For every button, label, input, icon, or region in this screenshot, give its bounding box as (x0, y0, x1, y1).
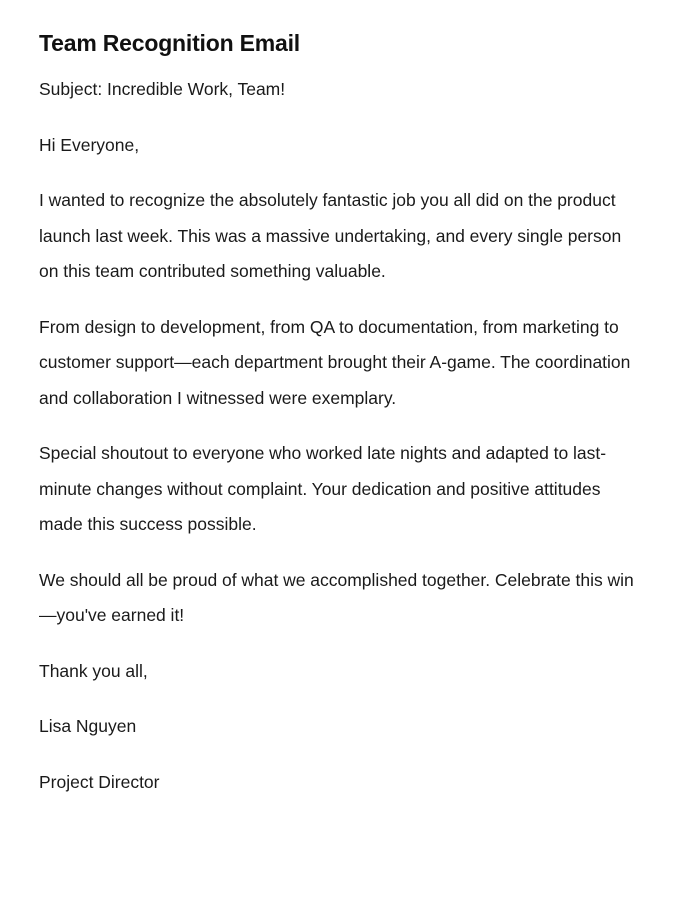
page-title: Team Recognition Email (39, 30, 300, 56)
body-paragraph-4: We should all be proud of what we accomplished together. Celebrate this win—you've earned it! (39, 569, 634, 625)
body-paragraph-3: Special shoutout to everyone who worked late nights and adapted to last-minute changes without complaint. Your dedication and positive attitudes made this success possible. (39, 443, 607, 534)
closing-line: Thank you all, (39, 660, 148, 681)
subject-line: Subject: Incredible Work, Team! (39, 79, 286, 99)
body-paragraph-1: I wanted to recognize the absolutely fantastic job you all did on the product launch last week. This was a massive undertaking, and every single person on this team contributed something valuable. (39, 190, 622, 281)
email-body (39, 72, 640, 800)
body-paragraph-2: From design to development, from QA to documentation, from marketing to customer support—each department brought their A-game. The coordination and collaboration I witnessed were exemplary. (39, 316, 631, 408)
signature-title: Project Director (39, 771, 160, 792)
signature-name: Lisa Nguyen (39, 716, 137, 736)
greeting-line: Hi Everyone, (39, 134, 140, 155)
